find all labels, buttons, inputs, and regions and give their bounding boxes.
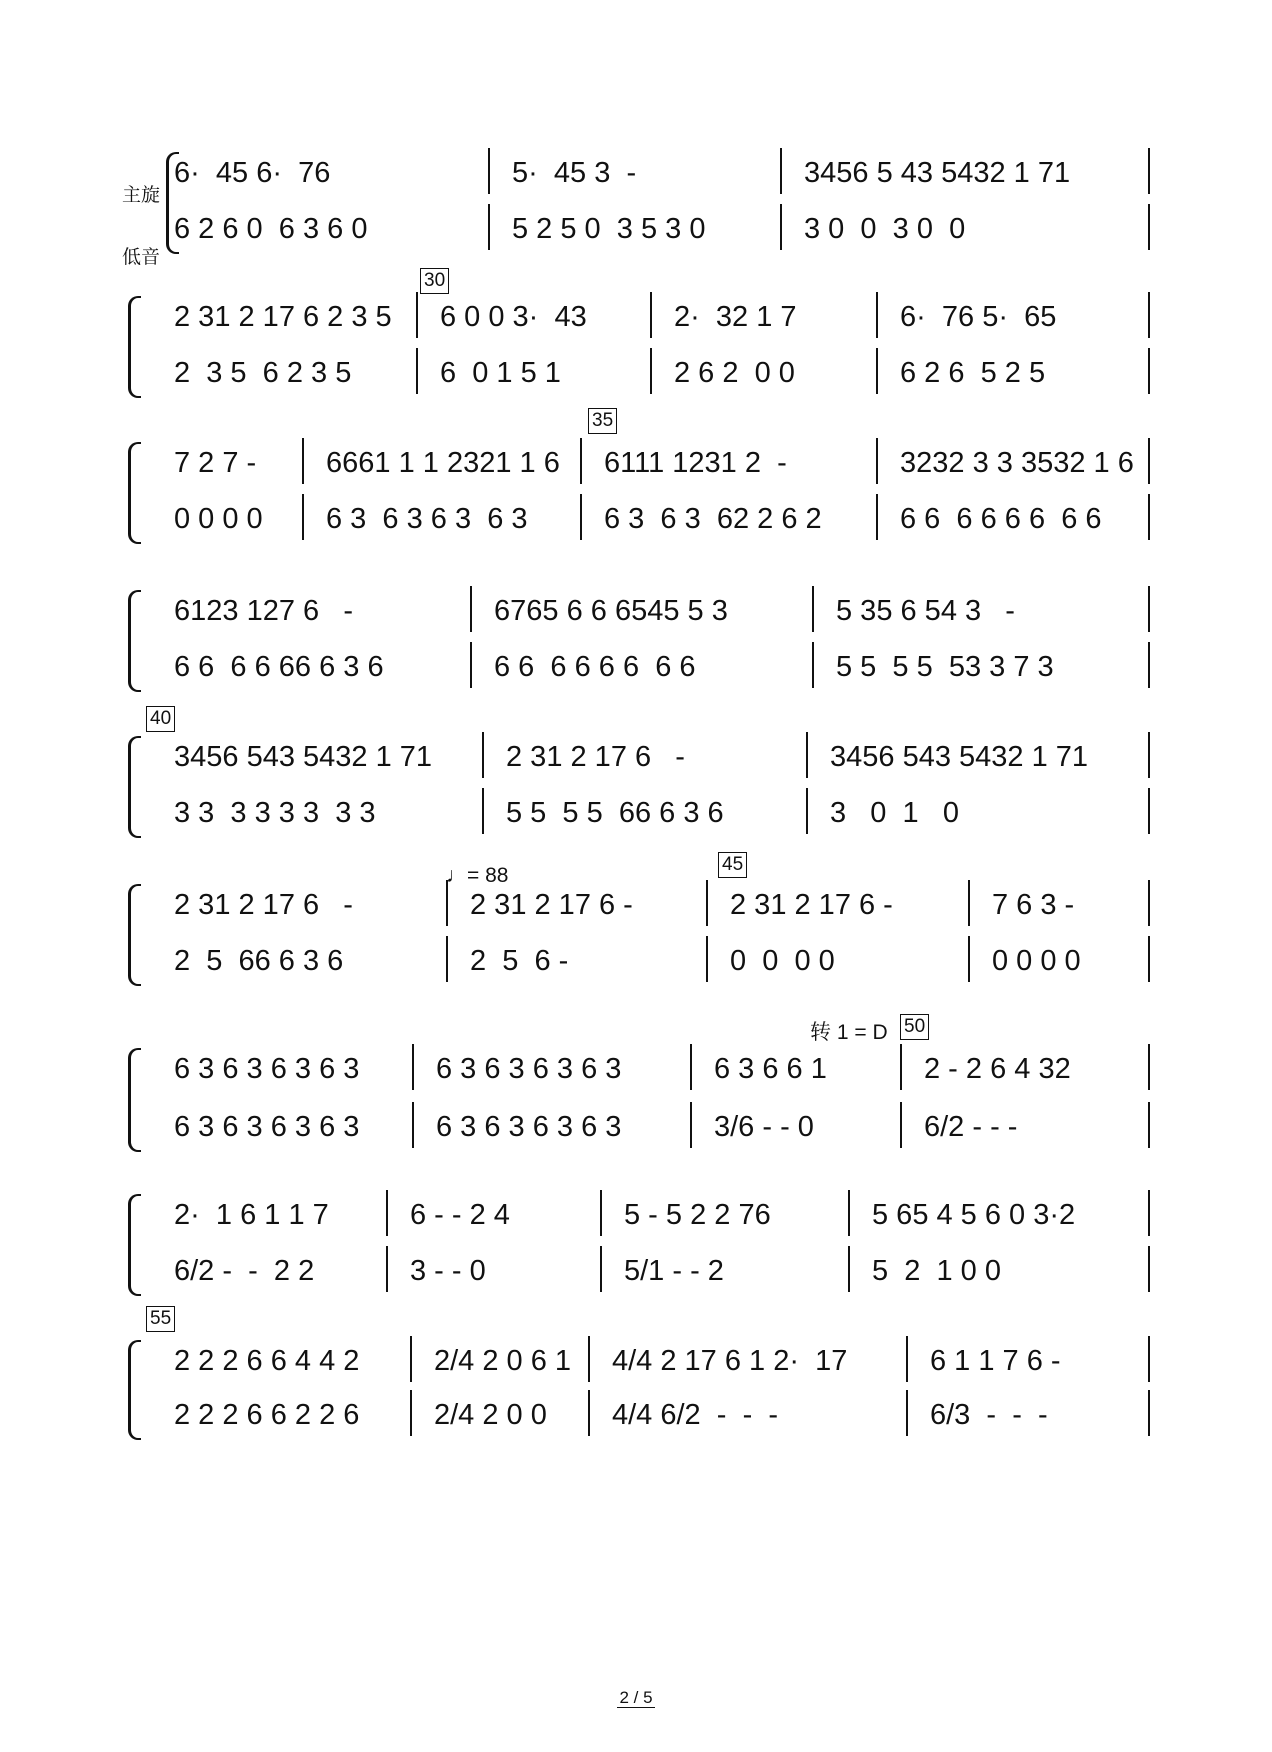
barline — [416, 292, 418, 338]
measure-notes: 6 6 6 6 6 6 6 6 — [900, 503, 1102, 535]
melody-staff — [0, 734, 1272, 780]
key-change-mark: 转 1 = D — [810, 1021, 888, 1044]
measure-notes: 2/4 2 0 0 — [434, 1399, 547, 1431]
barline — [482, 788, 484, 834]
rehearsal-mark: 30 — [420, 268, 449, 294]
measure-notes: 6 3 6 6 1 — [714, 1053, 827, 1085]
barline — [780, 148, 782, 194]
barline — [416, 348, 418, 394]
measure-notes: 7 6 3 - — [992, 889, 1075, 921]
barline — [1148, 1336, 1150, 1382]
measure-notes: 6 2 6 5 2 5 — [900, 357, 1046, 389]
barline — [1148, 880, 1150, 926]
measure-notes: 6 2 6 0 6 3 6 0 — [174, 213, 368, 245]
measure-notes: 2 31 2 17 6 - — [174, 889, 353, 921]
barline — [302, 438, 304, 484]
barline — [1148, 586, 1150, 632]
measure-notes: 6 3 6 3 6 3 6 3 — [436, 1111, 622, 1143]
measure-notes: 0 0 0 0 — [174, 503, 263, 535]
barline — [302, 494, 304, 540]
barline — [906, 1336, 908, 1382]
barline — [600, 1190, 602, 1236]
bass-staff — [0, 350, 1272, 396]
barline — [812, 586, 814, 632]
barline — [1148, 1190, 1150, 1236]
measure-notes: 6/3 - - - — [930, 1399, 1048, 1431]
tempo-mark: ♩= 88 — [446, 864, 509, 887]
barline — [600, 1246, 602, 1292]
rehearsal-mark: 55 — [146, 1306, 175, 1332]
measure-notes: 6123 127 6 - — [174, 595, 353, 627]
measure-notes: 7 2 7 - — [174, 447, 257, 479]
measure-notes: 5 35 6 54 3 - — [836, 595, 1015, 627]
measure-notes: 5 2 1 0 0 — [872, 1255, 1001, 1287]
rehearsal-mark: 45 — [718, 852, 747, 878]
rehearsal-mark: 35 — [588, 408, 617, 434]
barline — [706, 880, 708, 926]
page-number — [0, 1688, 1272, 1708]
measure-notes: 2 6 2 0 0 — [674, 357, 795, 389]
measure-notes: 2 5 6 - — [470, 945, 569, 977]
melody-staff — [0, 294, 1272, 340]
page-number-text: 2 / 5 — [619, 1688, 653, 1707]
barline — [580, 438, 582, 484]
measure-notes: 6111 1231 2 - — [604, 447, 787, 479]
measure-notes: 6 1 1 7 6 - — [930, 1345, 1061, 1377]
measure-notes: 6 3 6 3 6 3 6 3 — [326, 503, 528, 535]
barline — [650, 348, 652, 394]
barline — [410, 1390, 412, 1436]
measure-notes: 6 3 6 3 6 3 6 3 — [174, 1053, 360, 1085]
barline — [412, 1044, 414, 1090]
measure-notes: 6 - - 2 4 — [410, 1199, 510, 1231]
barline — [906, 1390, 908, 1436]
measure-notes: 3456 5 43 5432 1 71 — [804, 157, 1071, 189]
barline — [876, 292, 878, 338]
barline — [588, 1390, 590, 1436]
measure-notes: 2 31 2 17 6 - — [506, 741, 685, 773]
melody-staff — [0, 1338, 1272, 1384]
barline — [690, 1044, 692, 1090]
measure-notes: 6 3 6 3 62 2 6 2 — [604, 503, 822, 535]
measure-notes: 4/4 6/2 - - - — [612, 1399, 778, 1431]
barline — [1148, 788, 1150, 834]
measure-notes: 3456 543 5432 1 71 — [830, 741, 1089, 773]
measure-notes: 6 3 6 3 6 3 6 3 — [436, 1053, 622, 1085]
measure-notes: 3 3 3 3 3 3 3 3 — [174, 797, 376, 829]
measure-notes: 0 0 0 0 — [730, 945, 835, 977]
barline — [1148, 1390, 1150, 1436]
measure-notes: 6661 1 1 2321 1 6 — [326, 447, 560, 479]
measure-notes: 2 2 2 6 6 4 4 2 — [174, 1345, 360, 1377]
melody-staff — [0, 1046, 1272, 1092]
measure-notes: 6 6 6 6 66 6 3 6 — [174, 651, 384, 683]
barline — [848, 1246, 850, 1292]
barline — [876, 348, 878, 394]
barline — [1148, 1044, 1150, 1090]
barline — [588, 1336, 590, 1382]
measure-notes: 3 - - 0 — [410, 1255, 486, 1287]
barline — [968, 880, 970, 926]
barline — [1148, 1246, 1150, 1292]
barline — [900, 1102, 902, 1148]
measure-notes: 5· 45 3 - — [512, 157, 637, 189]
measure-notes: 3456 543 5432 1 71 — [174, 741, 433, 773]
measure-notes: 2 2 2 6 6 2 2 6 — [174, 1399, 360, 1431]
barline — [1148, 292, 1150, 338]
barline — [1148, 936, 1150, 982]
barline — [1148, 438, 1150, 484]
barline — [1148, 1102, 1150, 1148]
bass-staff — [0, 1392, 1272, 1438]
barline — [780, 204, 782, 250]
melody-staff — [0, 440, 1272, 486]
barline — [690, 1102, 692, 1148]
part-label-melody: 主旋 — [122, 185, 161, 206]
barline — [580, 494, 582, 540]
barline — [488, 148, 490, 194]
barline — [488, 204, 490, 250]
measure-notes: 3 0 0 3 0 0 — [804, 213, 966, 245]
bass-staff — [0, 496, 1272, 542]
measure-notes: 2 - 2 6 4 32 — [924, 1053, 1071, 1085]
measure-notes: 6 0 1 5 1 — [440, 357, 561, 389]
barline — [386, 1190, 388, 1236]
measure-notes: 2 3 5 6 2 3 5 — [174, 357, 352, 389]
bass-staff — [0, 938, 1272, 984]
measure-notes: 2 31 2 17 6 - — [470, 889, 633, 921]
part-label-bass: 低音 — [122, 247, 161, 268]
measure-notes: 6· 45 6· 76 — [174, 157, 331, 189]
barline — [876, 494, 878, 540]
barline — [876, 438, 878, 484]
bass-staff — [0, 1104, 1272, 1150]
barline — [1148, 732, 1150, 778]
barline — [446, 936, 448, 982]
measure-notes: 4/4 2 17 6 1 2· 17 — [612, 1345, 848, 1377]
melody-staff — [0, 1192, 1272, 1238]
measure-notes: 5 5 5 5 53 3 7 3 — [836, 651, 1054, 683]
measure-notes: 6/2 - - 2 2 — [174, 1255, 315, 1287]
bass-staff — [0, 644, 1272, 690]
melody-staff — [0, 588, 1272, 634]
measure-notes: 3 0 1 0 — [830, 797, 959, 829]
barline — [470, 586, 472, 632]
bass-staff — [0, 206, 1272, 252]
barline — [1148, 148, 1150, 194]
measure-notes: 5/1 - - 2 — [624, 1255, 724, 1287]
barline — [806, 788, 808, 834]
barline — [812, 642, 814, 688]
melody-staff — [0, 882, 1272, 928]
measure-notes: 6/2 - - - — [924, 1111, 1018, 1143]
barline — [482, 732, 484, 778]
rehearsal-mark: 40 — [146, 706, 175, 732]
melody-staff — [0, 150, 1272, 196]
barline — [1148, 494, 1150, 540]
measure-notes: 2· 1 6 1 1 7 — [174, 1199, 329, 1231]
measure-notes: 5 - 5 2 2 76 — [624, 1199, 771, 1231]
measure-notes: 6 3 6 3 6 3 6 3 — [174, 1111, 360, 1143]
rehearsal-mark: 50 — [900, 1014, 929, 1040]
measure-notes: 2 31 2 17 6 2 3 5 — [174, 301, 392, 333]
barline — [386, 1246, 388, 1292]
bass-staff — [0, 790, 1272, 836]
barline — [900, 1044, 902, 1090]
barline — [1148, 348, 1150, 394]
measure-notes: 2/4 2 0 6 1 — [434, 1345, 572, 1377]
barline — [470, 642, 472, 688]
measure-notes: 5 5 5 5 66 6 3 6 — [506, 797, 724, 829]
barline — [650, 292, 652, 338]
barline — [806, 732, 808, 778]
measure-notes: 5 65 4 5 6 0 3·2 — [872, 1199, 1076, 1231]
barline — [412, 1102, 414, 1148]
measure-notes: 6 0 0 3· 43 — [440, 301, 587, 333]
barline — [848, 1190, 850, 1236]
measure-notes: 2· 32 1 7 — [674, 301, 797, 333]
measure-notes: 2 5 66 6 3 6 — [174, 945, 344, 977]
measure-notes: 3232 3 3 3532 1 6 — [900, 447, 1134, 479]
measure-notes: 6· 76 5· 65 — [900, 301, 1057, 333]
barline — [1148, 642, 1150, 688]
measure-notes: 3/6 - - 0 — [714, 1111, 814, 1143]
measure-notes: 2 31 2 17 6 - — [730, 889, 893, 921]
barline — [968, 936, 970, 982]
barline — [1148, 204, 1150, 250]
barline — [706, 936, 708, 982]
measure-notes: 6765 6 6 6545 5 3 — [494, 595, 728, 627]
measure-notes: 0 0 0 0 — [992, 945, 1081, 977]
measure-notes: 5 2 5 0 3 5 3 0 — [512, 213, 706, 245]
bass-staff — [0, 1248, 1272, 1294]
barline — [410, 1336, 412, 1382]
measure-notes: 6 6 6 6 6 6 6 6 — [494, 651, 696, 683]
